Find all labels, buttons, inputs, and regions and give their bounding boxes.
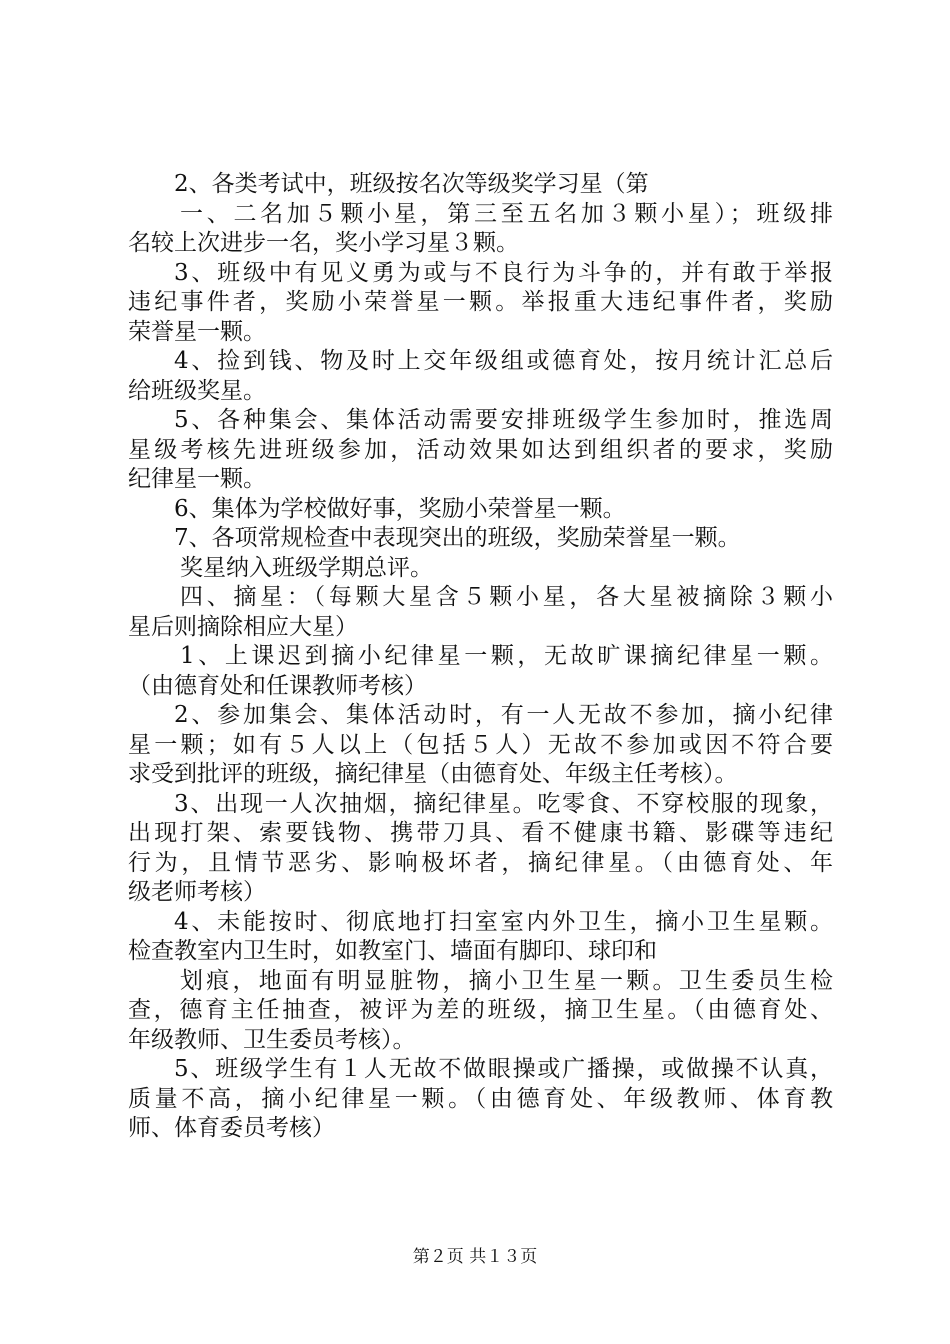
text-line: 四、摘星：（每颗大星含５颗小星，各大星被摘除３颗小 [180, 584, 833, 610]
text-line: 5、班级学生有１人无故不做眼操或广播操，或做操不认真， [174, 1056, 833, 1082]
text-line: 星级考核先进班级参加，活动效果如达到组织者的要求，奖励 [128, 436, 833, 463]
text-line: 质量不高，摘小纪律星一颗。（由德育处、年级教师、体育教 [128, 1085, 833, 1112]
text-line: 3、出现一人次抽烟，摘纪律星。吃零食、不穿校服的现象， [174, 790, 833, 817]
text-line: 查，德育主任抽查，被评为差的班级，摘卫生星。（由德育处、 [128, 997, 833, 1023]
text-line: 纪律星一颗。 [128, 466, 266, 492]
text-line: 违纪事件者，奖励小荣誉星一颗。举报重大违纪事件者，奖励 [128, 289, 833, 315]
text-line: 6、集体为学校做好事，奖励小荣誉星一颗。 [174, 495, 626, 522]
text-line: （由德育处和任课教师考核） [128, 672, 427, 699]
text-line: 2、各类考试中，班级按名次等级奖学习星（第 [174, 171, 649, 197]
page-number-footer: 第２页 共１３页 [412, 1247, 538, 1267]
text-line: 荣誉星一颗。 [128, 318, 266, 345]
text-line: 2、参加集会、集体活动时，有一人无故不参加，摘小纪律 [174, 702, 833, 728]
text-line: 出现打架、索要钱物、携带刀具、看不健康书籍、影碟等违纪 [128, 820, 833, 846]
text-line: 行为，且情节恶劣、影响极坏者，摘纪律星。（由德育处、年 [128, 849, 833, 876]
text-line: 星后则摘除相应大星） [128, 613, 358, 640]
document-body [128, 170, 833, 1144]
text-line: 1、上课迟到摘小纪律星一颗，无故旷课摘纪律星一颗。 [180, 643, 833, 669]
text-line: 年级教师、卫生委员考核）。 [128, 1026, 416, 1053]
text-line: 星一颗；如有５人以上（包括５人）无故不参加或因不符合要 [128, 731, 833, 758]
text-line: 求受到批评的班级，摘纪律星（由德育处、年级主任考核）。 [128, 761, 738, 787]
text-line: 给班级奖星。 [128, 377, 266, 404]
text-line: 奖星纳入班级学期总评。 [180, 554, 433, 581]
text-line: 3、班级中有见义勇为或与不良行为斗争的，并有敢于举报 [174, 259, 833, 286]
text-line: 4、捡到钱、物及时上交年级组或德育处，按月统计汇总后 [174, 348, 833, 374]
text-line: 划痕，地面有明显脏物，摘小卫生星一颗。卫生委员生检 [180, 967, 833, 994]
text-line: 名较上次进步一名，奖小学习星３颗。 [128, 230, 519, 256]
text-line: 师、体育委员考核） [128, 1115, 335, 1141]
text-line: 4、未能按时、彻底地打扫室室内外卫生，摘小卫生星颗。 [174, 908, 833, 935]
text-line: 检查教室内卫生时，如教室门、墙面有脚印、球印和 [128, 938, 657, 964]
text-line: 7、各项常规检查中表现突出的班级，奖励荣誉星一颗。 [174, 525, 741, 551]
text-line: 5、各种集会、集体活动需要安排班级学生参加时，推选周 [174, 407, 833, 433]
text-line: 级老师考核） [128, 879, 266, 905]
text-line: 一、二名加５颗小星，第三至五名加３颗小星）；班级排 [180, 200, 833, 227]
